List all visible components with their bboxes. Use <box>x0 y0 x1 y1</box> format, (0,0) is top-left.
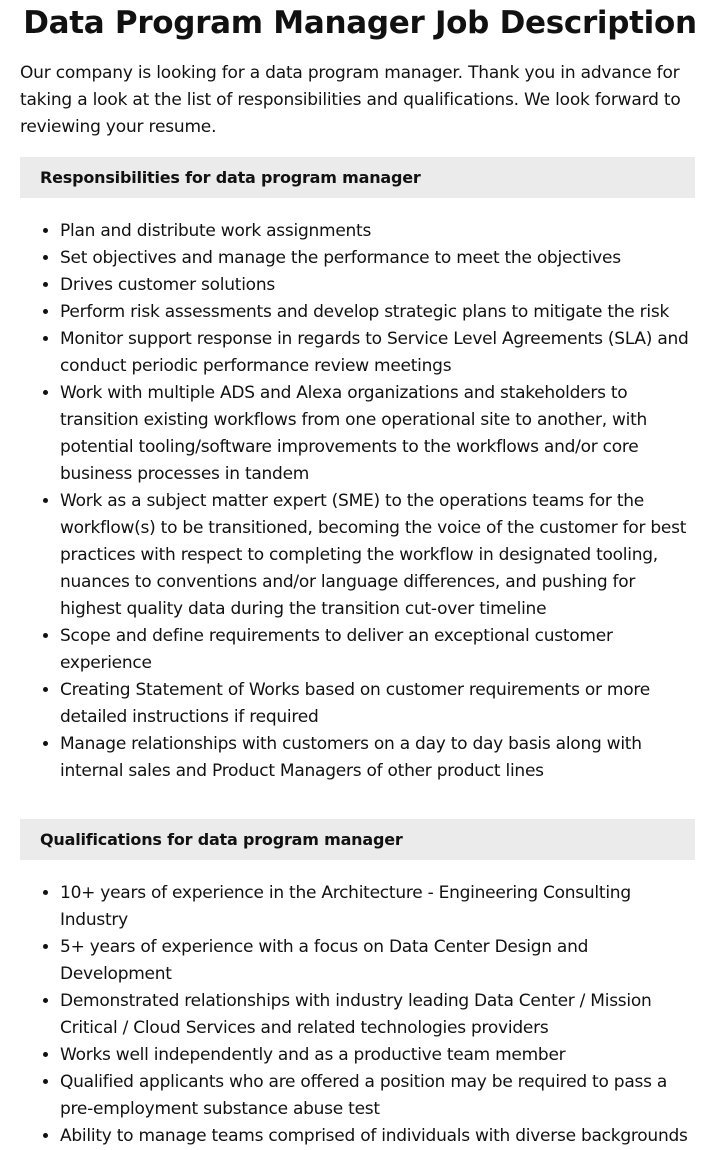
list-item: • Monitor support response in regards to Service Level Agreements (SLA) and conduct periodic performance review meetings <box>60 326 700 380</box>
list-item: • Drives customer solutions <box>60 272 700 299</box>
list-item: • Creating Statement of Works based on customer requirements or more detailed instructions if required <box>60 677 700 731</box>
list-item: • Plan and distribute work assignments <box>60 218 700 245</box>
qualifications-list <box>20 880 700 1150</box>
qualifications-heading: Qualifications for data program manager <box>20 819 695 860</box>
list-item: • Work as a subject matter expert (SME) to the operations teams for the workflow(s) to be transitioned, becoming the voice of the customer for best practices with respect to completing the workflow in designated tooling, nuances to conventions and/or language differences, and pushing for highest quality data during the transition cut-over timeline <box>60 488 700 623</box>
list-item: • Ability to manage teams comprised of individuals with diverse backgrounds <box>60 1123 700 1150</box>
list-item: • Works well independently and as a productive team member <box>60 1042 700 1069</box>
list-item: • Set objectives and manage the performance to meet the objectives <box>60 245 700 272</box>
list-item: • Perform risk assessments and develop strategic plans to mitigate the risk <box>60 299 700 326</box>
list-item: • Qualified applicants who are offered a position may be required to pass a pre-employment substance abuse test <box>60 1069 700 1123</box>
responsibilities-heading: Responsibilities for data program manager <box>20 157 695 198</box>
list-item: • Scope and define requirements to deliver an exceptional customer experience <box>60 623 700 677</box>
list-item: • 10+ years of experience in the Architecture - Engineering Consulting Industry <box>60 880 700 934</box>
list-item: • 5+ years of experience with a focus on Data Center Design and Development <box>60 934 700 988</box>
responsibilities-list <box>20 218 700 785</box>
list-item: • Work with multiple ADS and Alexa organizations and stakeholders to transition existing workflows from one operational site to another, with potential tooling/software improvements to the workflows and/or core business processes in tandem <box>60 380 700 488</box>
page-title: Data Program Manager Job Description <box>23 5 697 41</box>
intro-paragraph: Our company is looking for a data program manager. Thank you in advance for taking a look at the list of responsibilities and qualifications. We look forward to reviewing your resume. <box>20 63 681 137</box>
list-item: • Demonstrated relationships with industry leading Data Center / Mission Critical / Cloud Services and related technologies providers <box>60 988 700 1042</box>
list-item: • Manage relationships with customers on a day to day basis along with internal sales and Product Managers of other product lines <box>60 731 700 785</box>
